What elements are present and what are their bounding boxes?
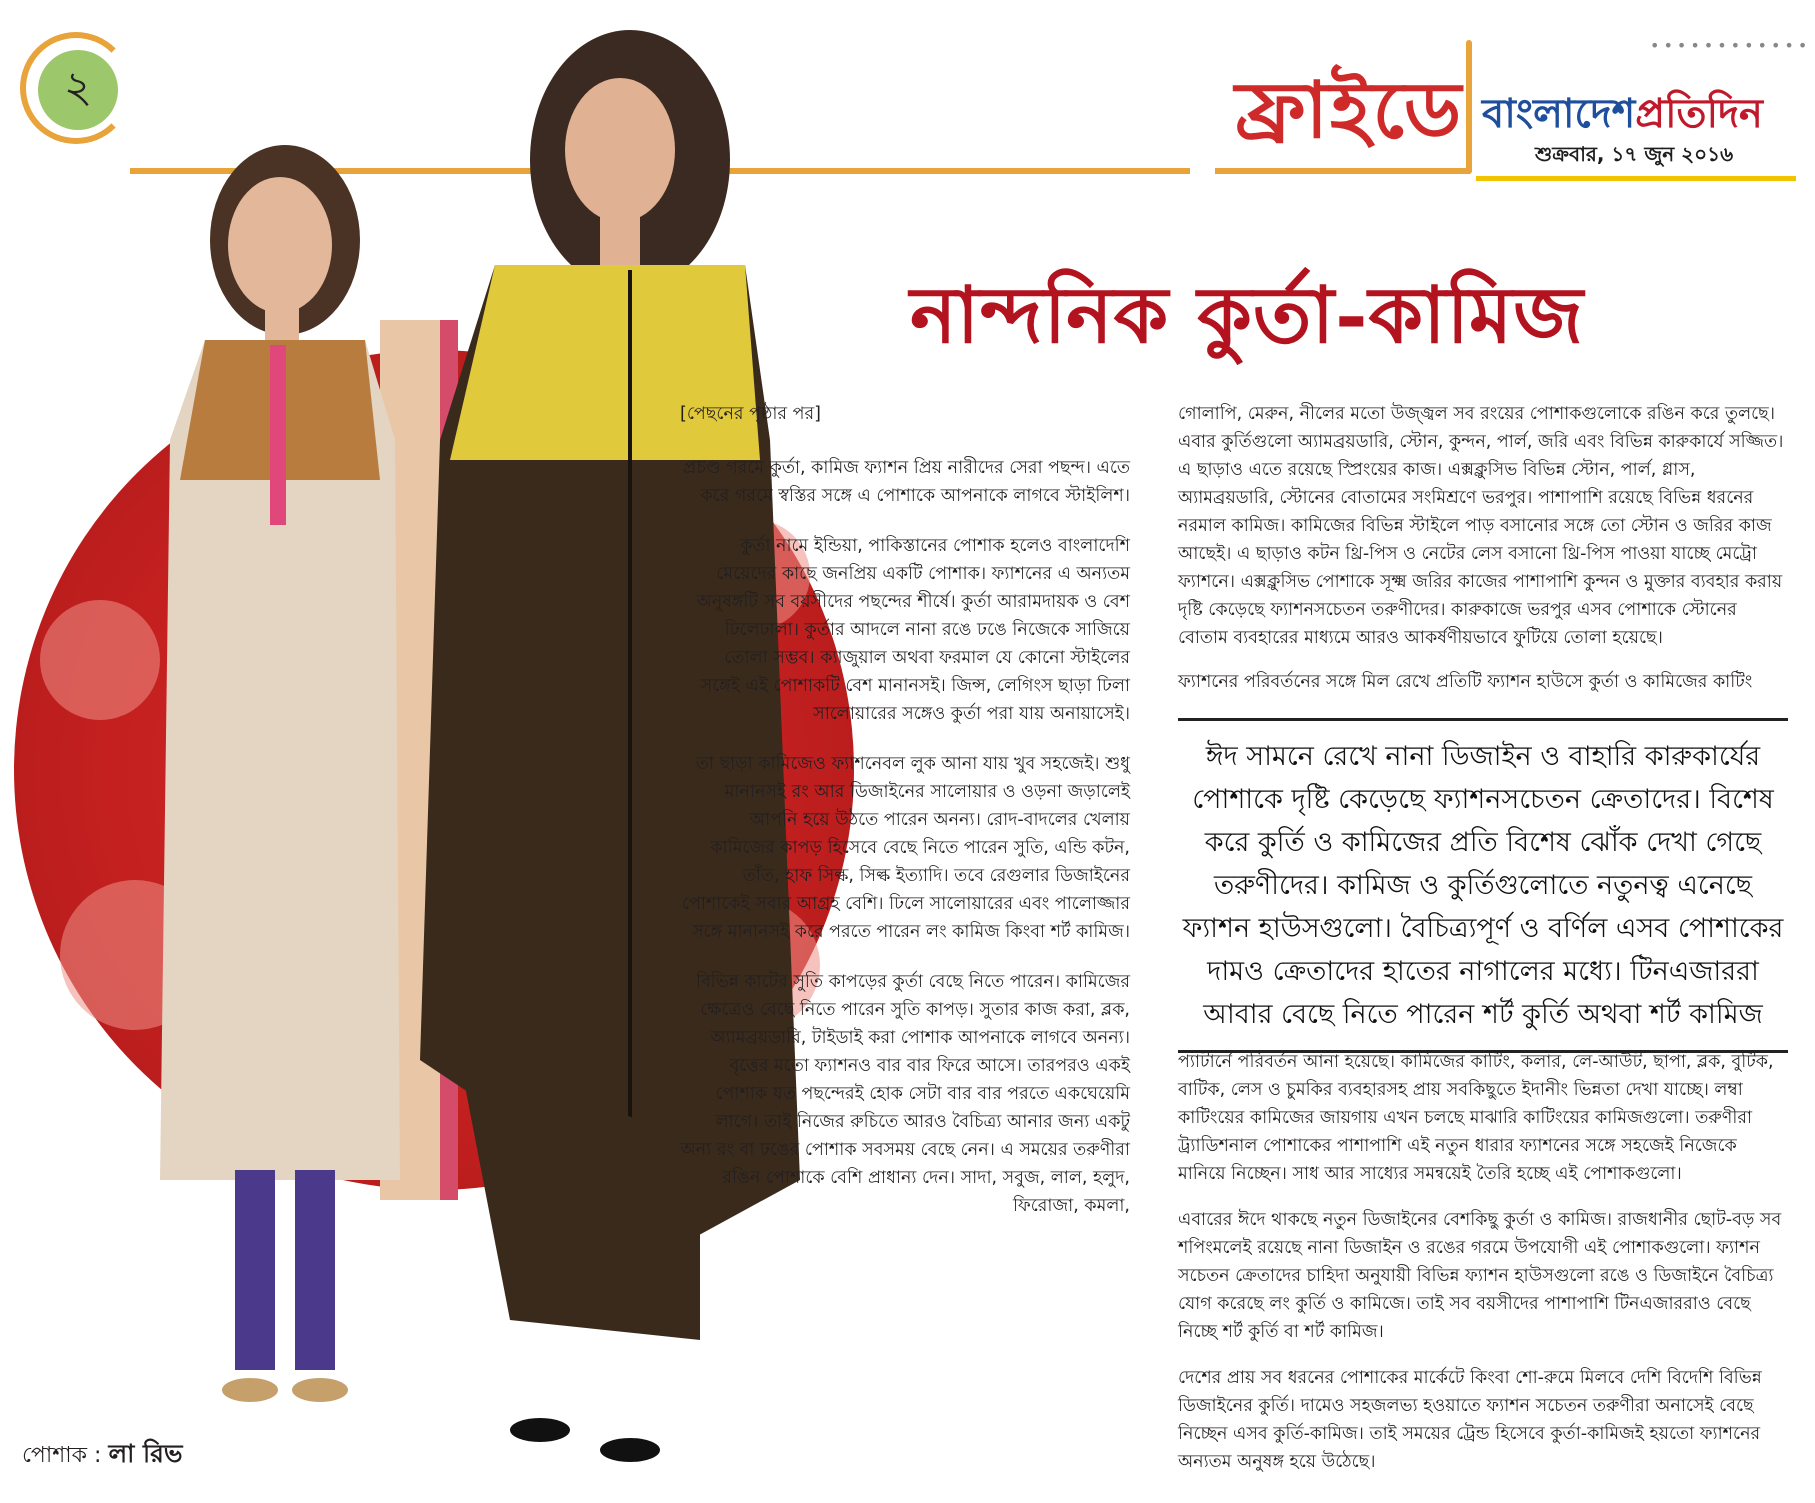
paragraph: কুর্তা নামে ইন্ডিয়া, পাকিস্তানের পোশাক হলেও বাংলাদেশি মেয়েদের কাছে জনপ্রিয় একটি পোশাক। ফ্যাশনের এ অন্যতম অনুষঙ্গটি সব বয়সীদের পছন্দের শীর্ষে। কুর্তা আরামদায়ক ও বেশ ঢিলেঢালা। কুর্তার আদলে নানা রঙে ঢঙে নিজেকে সাজিয়ে তোলা সম্ভব। ক্যাজুয়াল অথবা ফরমাল যে কোনো স্টাইলের সঙ্গেই এই পোশাকটি বেশ মানানসই। জিন্স, লেগিংস ছাড়া ঢিলা সালোয়ারের সঙ্গেও কুর্তা পরা যায় অনায়াসেই। <box>696 536 1130 724</box>
section-logo: ফ্রাইডে <box>1235 65 1464 156</box>
leggings <box>235 1170 275 1370</box>
decorative-dots: •••••••••••• <box>1650 36 1812 55</box>
heel <box>510 1418 570 1442</box>
paragraph: গোলাপি, মেরুন, নীলের মতো উজ্জ্বল সব রংয়ের পোশাকগুলোকে রঙিন করে তুলছে। এবার কুর্তিগুলো অ্যামব্রয়ডারি, স্টোন, কুন্দন, পার্ল, জরি এবং বিভিন্ন কারুকার্যে সজ্জিত। এ ছাড়াও এতে রয়েছে স্প্রিংয়ের কাজ। এক্সক্লুসিভ বিভিন্ন স্টোন, পার্ল, গ্লাস, অ্যামব্রয়ডারি, স্টোনের বোতামের সংমিশ্রণে ভরপুর। পাশাপাশি রয়েছে বিভিন্ন ধরনের নরমাল কামিজ। কামিজের বিভিন্ন স্টাইলে পাড় বসানোর সঙ্গে তো স্টোন ও জরির কাজ আছেই। এ ছাড়াও কটন থ্রি-পিস ও নেটের লেস বসানো থ্রি-পিস পাওয়া যাচ্ছে মেট্রো ফ্যাশনে। এক্সক্লুসিভ পোশাকে সূক্ষ্ম জরির কাজের পাশাপাশি কুন্দন ও মুক্তার ব্যবহার করায় দৃষ্টি কেড়েছে ফ্যাশনসচেতন তরুণীদের। কারুকাজে ভরপুর এসব পোশাকে স্টোনের বোতাম ব্যবহারের মাধ্যমে আরও আকর্ষণীয়ভাবে ফুটিয়ে তোলা হয়েছে। <box>1178 404 1784 648</box>
heel <box>600 1438 660 1462</box>
date-underline <box>1476 176 1796 181</box>
face <box>228 177 332 313</box>
paper-name-part1: বাংলাদেশ <box>1482 91 1636 137</box>
paragraph: দেশের প্রায় সব ধরনের পোশাকের মার্কেটে কিংবা শো-রুমে মিলবে দেশি বিদেশি বিভিন্ন ডিজাইনের কুর্তি। দামেও সহজলভ্য হওয়াতে ফ্যাশন সচেতন তরুণীরা অনাসেই বেছে নিচ্ছেন এসব কুর্তি-কামিজ। তাই সময়ের ট্রেন্ড হিসেবে কুর্তা-কামিজই হয়তো ফ্যাশনের অন্যতম অনুষঙ্গ হয়ে উঠেছে। <box>1178 1368 1762 1472</box>
page-number-badge <box>38 50 118 130</box>
continuation-note: [পেছনের পৃষ্ঠার পর] <box>680 404 821 424</box>
kurta-placket <box>270 345 286 525</box>
article-headline: নান্দনিক কুর্তা-কামিজ <box>910 270 1585 361</box>
paragraph: তা ছাড়া কামিজেও ফ্যাশনেবল লুক আনা যায় খুব সহজেই। শুধু মানানসই রং আর ডিজাইনের সালোয়ার ও ওড়না জড়ালেই আপনি হয়ে উঠতে পারেন অনন্য। রোদ-বাদলের খেলায় কামিজের কাপড় হিসেবে বেছে নিতে পারেন সুতি, এন্ডি কটন, তাঁত, হাফ সিল্ক, সিল্ক ইত্যাদি। তবে রেগুলার ডিজাইনের পোশাকেই সবার আগ্রহ বেশি। ঢিলে সালোয়ারের এবং পালোজ্জার সঙ্গে মানানসই করে পরতে পারেন লং কামিজ কিংবা শর্ট কামিজ। <box>681 754 1130 942</box>
sandal <box>222 1378 278 1402</box>
credit-label: পোশাক : <box>22 1443 102 1468</box>
paragraph: ফ্যাশনের পরিবর্তনের সঙ্গে মিল রেখে প্রতিটি ফ্যাশন হাউসে কুর্তা ও কামিজের কাটিং <box>1178 672 1753 692</box>
logo-underline <box>1215 168 1470 174</box>
paragraph: এবারের ঈদে থাকছে নতুন ডিজাইনের বেশকিছু কুর্তা ও কামিজ। রাজধানীর ছোট-বড় সব শপিংমলেই রয়েছে নানা ডিজাইন ও রঙের গরমে উপযোগী এই পোশাকগুলো। ফ্যাশন সচেতন ক্রেতাদের চাহিদা অনুযায়ী বিভিন্ন ফ্যাশন হাউসগুলো রঙে ও ডিজাইনে বৈচিত্র্য যোগ করেছে লং কুর্তি ও কামিজে। তাই সব বয়সীদের পাশাপাশি টিনএজাররাও বেছে নিচ্ছে শর্ট কুর্তি বা শর্ট কামিজ। <box>1178 1210 1782 1342</box>
newspaper-name <box>1482 82 1763 149</box>
leggings <box>295 1170 335 1370</box>
paragraph: প্যাটার্নে পরিবর্তন আনা হয়েছে। কামিজের কাটিং, কলার, লে-আউট, ছাপা, ব্লক, বুটিক, বাটিক, লেস ও চুমকির ব্যবহারসহ প্রায় সবকিছুতে ইদানীং ভিন্নতা দেখা যাচ্ছে। লম্বা কাটিংয়ের কামিজের জায়গায় এখন চলছে মাঝারি কাটিংয়ের কামিজগুলো। তরুণীরা ট্র্যাডিশনাল পোশাকের পাশাপাশি এই নতুন ধারার ফ্যাশনের সঙ্গে সহজেই নিজেকে মানিয়ে নিচ্ছেন। সাধ আর সাধ্যের সমন্বয়েই তৈরি হচ্ছে এই পোশাকগুলো। <box>1178 1052 1774 1184</box>
credit-brand: লা রিভ <box>108 1439 183 1468</box>
outfit-credit <box>22 1434 183 1477</box>
issue-date: শুক্রবার, ১৭ জুন ২০১৬ <box>1535 142 1734 166</box>
paragraph: বিভিন্ন কাটের সুতি কাপড়ের কুর্তা বেছে নিতে পারেন। কামিজের ক্ষেত্রেও বেছে নিতে পারেন সুতি কাপড়। সুতার কাজ করা, ব্লক, অ্যামব্রয়ডারি, টাইডাই করা পোশাক আপনাকে লাগবে অনন্য। বৃত্তের মতো ফ্যাশনও বার বার ফিরে আসে। তারপরও একই পোশাক যত পছন্দেরই হোক সেটা বার বার পরতে একঘেয়েমি লাগে। তাই নিজের রুচিতে আরও বৈচিত্র্য আনার জন্য একটু অন্য রং বা ঢঙের পোশাক সবসময় বেছে নেন। এ সময়ের তরুণীরা রঙিন পোশাকে বেশি প্রাধান্য দেন। সাদা, সবুজ, লাল, হলুদ, ফিরোজা, কমলা, <box>680 972 1130 1216</box>
left-text-column <box>680 400 1130 1242</box>
right-text-column-top <box>1178 400 1788 712</box>
pull-quote: ঈদ সামনে রেখে নানা ডিজাইন ও বাহারি কারুকার্যের পোশাকে দৃষ্টি কেড়েছে ফ্যাশনসচেতন ক্রেতাদের। বিশেষ করে কুর্তি ও কামিজের প্রতি বিশেষ ঝোঁক দেখা গেছে তরুণীদের। কামিজ ও কুর্তিগুলোতে নতুনত্ব এনেছে ফ্যাশন হাউসগুলো। বৈচিত্র্যপূর্ণ ও বর্ণিল এসব পোশাকের দামও ক্রেতাদের হাতের নাগালের মধ্যে। টিনএজাররা আবার বেছে নিতে পারেন শর্ট কুর্তি অথবা শর্ট কামিজ <box>1178 718 1788 1053</box>
neck <box>265 305 299 345</box>
paragraph: প্রচণ্ড গরমে কুর্তা, কামিজ ফ্যাশন প্রিয় নারীদের সেরা পছন্দ। এতে করে গরমে স্বস্তির সঙ্গে এ পোশাকে আপনাকে লাগবে স্টাইলিশ। <box>683 458 1130 506</box>
backdrop-floral-motif <box>40 600 160 720</box>
page-number: ২ <box>63 61 93 113</box>
face <box>565 78 675 222</box>
paper-name-part2: প্রতিদিন <box>1635 91 1763 137</box>
logo-divider <box>1466 40 1472 174</box>
right-text-column-bottom <box>1178 1048 1788 1494</box>
sandal <box>292 1378 348 1402</box>
